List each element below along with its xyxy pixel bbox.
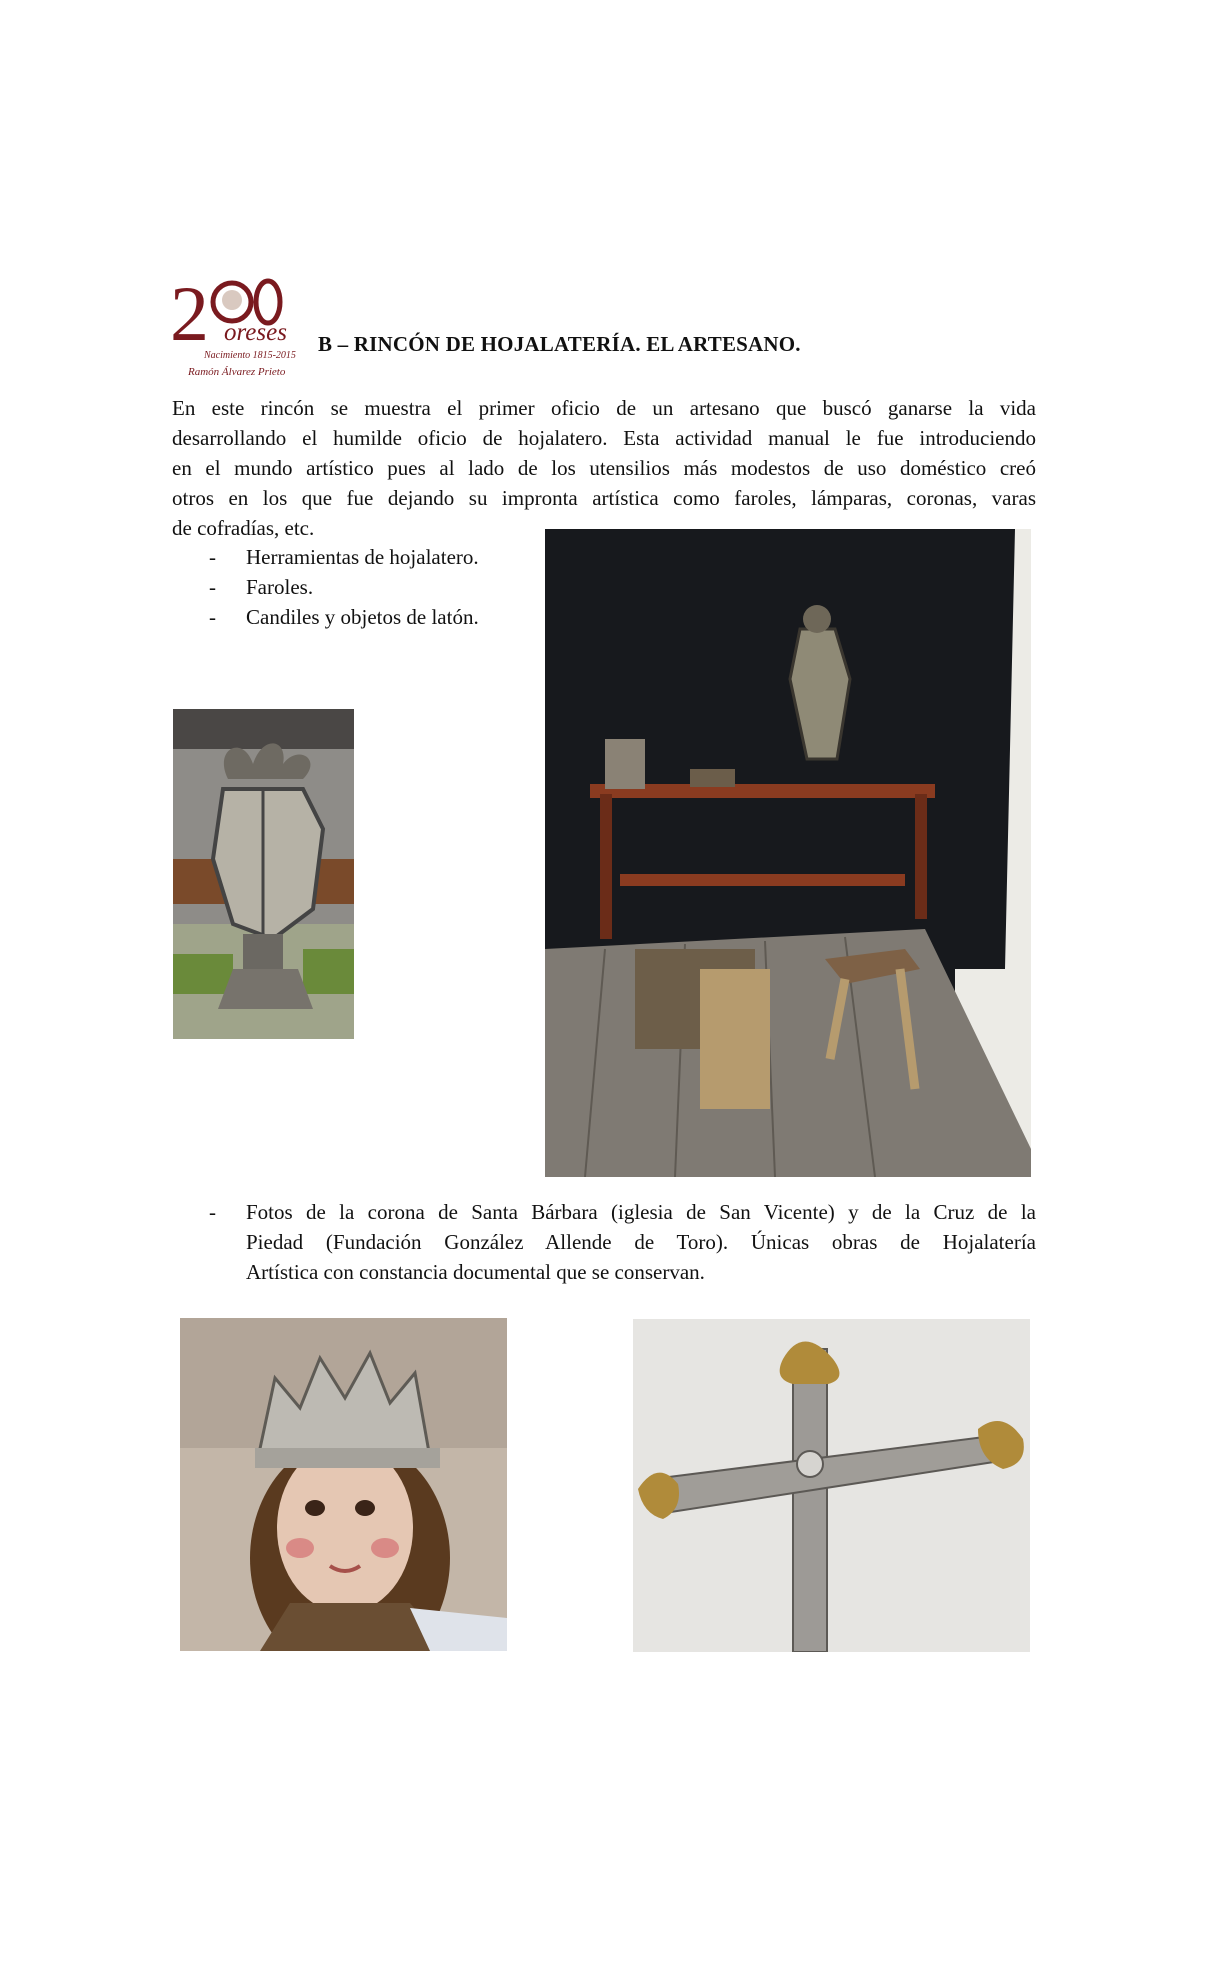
logo-portrait-face	[222, 290, 242, 310]
list-item	[172, 602, 479, 632]
list-dash: -	[209, 605, 216, 629]
cross-illustration	[633, 1319, 1030, 1652]
photos-note-item	[172, 1197, 1036, 1287]
logo-number-0	[256, 281, 280, 323]
list-dash: -	[209, 545, 216, 569]
photos-note-line: Fotos de la corona de Santa Bárbara (iglesia de San Vicente) y de la Cruz de la	[246, 1200, 1036, 1224]
list-dash: -	[209, 575, 216, 599]
commemorative-logo	[170, 268, 302, 380]
list-item	[172, 542, 479, 572]
list-item-text: Herramientas de hojalatero.	[246, 545, 479, 569]
crown-illustration	[180, 1318, 507, 1651]
items-list	[172, 542, 479, 632]
logo-number-2: 2	[170, 270, 209, 357]
cruz-de-la-piedad-photo	[633, 1319, 1030, 1652]
photos-note-line: Piedad (Fundación González Allende de Toro). Únicas obras de Hojalatería	[246, 1230, 1036, 1254]
workshop-photo	[545, 529, 1031, 1177]
logo-name: Ramón Álvarez Prieto	[188, 366, 286, 378]
workshop-illustration	[545, 529, 1031, 1177]
list-item-text: Faroles.	[246, 575, 314, 599]
logo-graphic	[170, 268, 302, 380]
santa-barbara-crown-photo	[180, 1318, 507, 1651]
photos-note-line: Artística con constancia documental que se conservan.	[246, 1260, 705, 1284]
list-item	[172, 572, 479, 602]
intro-line: de cofradías, etc.	[172, 516, 315, 540]
intro-paragraph	[172, 393, 1036, 543]
intro-line: En este rincón se muestra el primer oficio de un artesano que buscó ganarse la vida	[172, 396, 1036, 420]
lantern-illustration	[173, 709, 354, 1039]
intro-line: otros en los que fue dejando su impronta artística como faroles, lámparas, coronas, varas	[172, 486, 1036, 510]
lantern-photo	[173, 709, 354, 1039]
section-heading: B – RINCÓN DE HOJALATERÍA. EL ARTESANO.	[318, 332, 801, 356]
photos-note-text	[246, 1197, 1036, 1287]
logo-word: oreses	[224, 319, 287, 346]
list-dash: -	[209, 1200, 216, 1224]
intro-line: desarrollando el humilde oficio de hojalatero. Esta actividad manual le fue introduciendo	[172, 426, 1036, 450]
intro-line: en el mundo artístico pues al lado de los utensilios más modestos de uso doméstico creó	[172, 456, 1036, 480]
logo-sub: Nacimiento 1815-2015	[204, 350, 296, 361]
list-item-text: Candiles y objetos de latón.	[246, 605, 479, 629]
